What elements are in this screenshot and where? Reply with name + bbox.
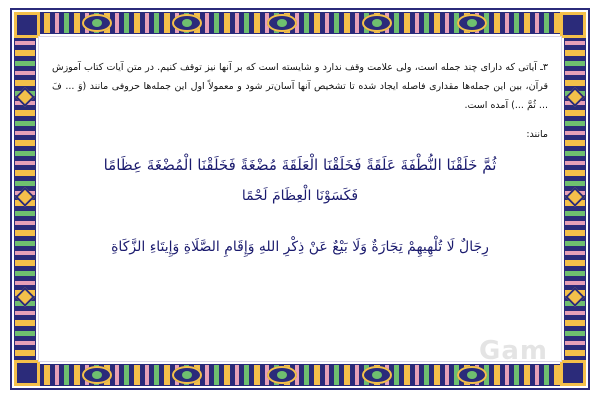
medallion-ornament [172,14,202,32]
paragraph-rule-three: ۳ـ آیاتی که دارای چند جمله است، ولی علامت وقف ندارد و شایسته است که بر آنها نیز توقف کنیم. در متن آیات کتاب آموزش قرآن، بین این جمله‌ها مقداری فاصله ایجاد شده تا تشخیص آنها آسان‌تر شود و معمولاً اول این جمله‌ها حروفی مانند (وَ ... فَ ... ثُمَّ ...) آمده است. [52,62,548,111]
medallion-ornament [457,366,487,384]
example-label: مانند: [526,129,548,140]
medallion-ornament [362,366,392,384]
corner-ornament-bottom-left [14,360,40,386]
corner-ornament-top-left [14,12,40,38]
quran-verse-line: فَكَسَوْنَا الْعِظَامَ لَحْمًا [241,187,359,204]
quran-verse-line: ثُمَّ خَلَقْنَا النُّطْفَةَ عَلَقَةً فَخَلَقْنَا الْعَلَقَةَ مُضْغَةً فَخَلَقْنَا الْمُضْغَةَ عِظَامًا [103,156,497,174]
medallion-ornament [267,366,297,384]
corner-ornament-top-right [560,12,586,38]
corner-ornament-bottom-right [560,360,586,386]
watermark-text: Gam [479,336,548,366]
medallion-ornament [267,14,297,32]
medallion-ornament [457,14,487,32]
medallion-ornament [82,14,112,32]
quran-verse-block [44,150,556,211]
medallion-ornament [82,366,112,384]
quran-verse-line: رِجَالٌ لَا تُلْهِيهِمْ تِجَارَةٌ وَلَا بَيْعٌ عَنْ ذِكْرِ اللهِ وَإِقَامِ الصَّلَاةِ وَإِيتَاءِ الزَّكَاةِ [111,238,489,255]
medallion-ornament [362,14,392,32]
document-content [44,40,556,360]
quran-verse-block [44,233,556,262]
medallion-ornament [172,366,202,384]
